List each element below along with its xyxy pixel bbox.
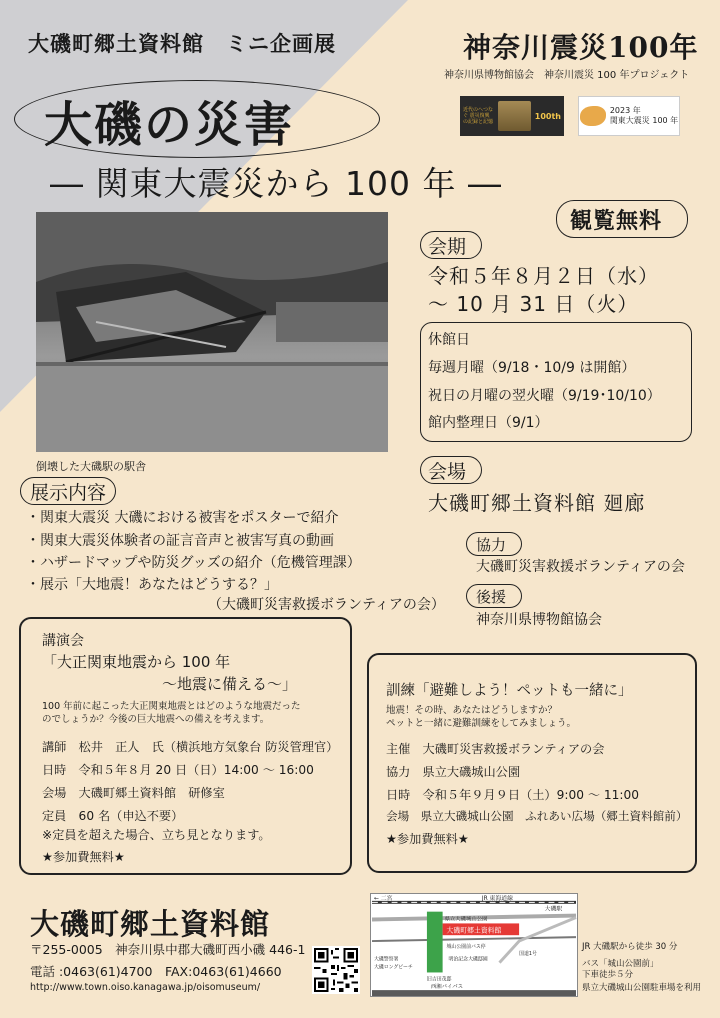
lecture-note: ※定員を超えた場合、立ち見となります。 (42, 828, 271, 842)
support-label: 後援 (476, 588, 507, 606)
page-title: 大磯の災害 (44, 97, 295, 153)
period-label: 会期 (428, 236, 467, 258)
period-end: ～ 10 月 31 日（火） (428, 292, 639, 316)
venue-label: 会場 (428, 461, 467, 483)
exhibit-item-credit: （大磯町災害救援ボランティアの会） (208, 597, 445, 613)
lecture-free: ★参加費無料★ (42, 850, 125, 864)
map-park-label: 県立大磯城山公園 (444, 916, 488, 923)
drill-organizer: 主催 大磯町災害救援ボランティアの会 (386, 742, 605, 756)
map-bypass-label: 西湘バイパス (430, 984, 464, 991)
exhibition-kicker: 大磯町郷土資料館 ミニ企画展 (28, 32, 336, 56)
collapsed-station-photo (36, 212, 388, 452)
closed-days-title: 休館日 (428, 332, 470, 348)
admission-free: 観覧無料 (570, 209, 663, 234)
drill-desc-2: ペットと一緒に避難訓練をしてみましょう。 (386, 718, 577, 729)
cooperation-value: 大磯町災害救援ボランティアの会 (476, 559, 685, 575)
museum-phone-fax: 電話 :0463(61)4700 FAX:0463(61)4660 (30, 964, 282, 979)
kanagawa-100-logo-text: 神奈川震災100年 (463, 31, 699, 64)
drill-venue: 会場 県立大磯城山公園 ふれあい広場（郷土資料館前） (386, 809, 688, 823)
orange-mark-icon (580, 106, 606, 126)
closed-day-item: 祝日の月曜の翌火曜（9/19･10/10） (428, 388, 661, 404)
access-info: 下車徒歩５分 (582, 970, 634, 980)
map-jr-label: JR 東海道線 (481, 895, 514, 902)
map-museum-label: 大磯町郷土資料館 (446, 926, 502, 935)
map-hotel-label: 明治記念大磯邸園 (448, 956, 488, 963)
drill-title: 訓練「避難しよう！ペットも一緒に」 (386, 683, 633, 699)
qr-code-icon[interactable] (312, 946, 360, 994)
building-icon (498, 101, 531, 131)
lecture-title-2: ～地震に備える～」 (162, 675, 298, 693)
drill-cooperation: 協力 県立大磯城山公園 (386, 765, 521, 779)
page-subtitle: ― 関東大震災から 100 年 ― (50, 164, 502, 203)
photo-caption: 倒壊した大磯駅の駅舎 (36, 460, 146, 473)
access-map (370, 893, 578, 997)
lecture-title-1: 「大正関東地震から 100 年 (42, 653, 231, 671)
drill-desc-1: 地震！その時、あなたはどうしますか？ (386, 705, 558, 716)
logo1-text: 近代のへつなぐ 震災復興の記録と記憶 (463, 107, 494, 125)
map-station-label: 大磯駅 (544, 906, 563, 913)
map-yoshida-label: 旧吉田茂邸 (426, 976, 452, 983)
map-ninomiya-label: ← 二宮 (373, 895, 393, 902)
logo2-text: 関東大震災 100 年 (609, 116, 679, 125)
map-police-label: 大磯警察署 (373, 956, 399, 963)
cooperation-label: 協力 (476, 536, 507, 554)
anniversary-logo-2 (578, 96, 680, 136)
museum-url[interactable]: http://www.town.oiso.kanagawa.jp/oisomuseum/ (30, 982, 261, 993)
map-route-label: 国道1号 (519, 950, 537, 957)
venue-value: 大磯町郷土資料館 廻廊 (428, 491, 646, 515)
lecture-datetime: 日時 令和５年８月 20 日（日）14:00 ～ 16:00 (42, 763, 314, 777)
lecture-desc-1: 100 年前に起こった大正関東地震とはどのような地震だった (42, 701, 301, 712)
exhibit-item: ・ハザードマップや防災グッズの紹介（危機管理課） (26, 555, 361, 571)
access-info: バス「城山公園前」 (582, 959, 659, 969)
exhibit-item: ・関東大震災 大磯における被害をポスターで紹介 (26, 510, 339, 526)
access-info: JR 大磯駅から徒歩 30 分 (582, 942, 678, 952)
lecture-venue: 会場 大磯町郷土資料館 研修室 (42, 786, 225, 800)
lecture-speaker: 講師 松井 正人 氏（横浜地方気象台 防災管理官） (42, 740, 339, 754)
support-value: 神奈川県博物館協会 (476, 612, 602, 628)
lecture-desc-2: のでしょうか？今後の巨大地震への備えを考えます。 (42, 714, 270, 725)
exhibit-label: 展示内容 (30, 482, 107, 504)
closed-day-item: 館内整理日（9/1） (428, 415, 549, 431)
museum-name: 大磯町郷土資料館 (30, 907, 271, 941)
lecture-capacity: 定員 60 名（申込不要） (42, 809, 184, 823)
access-info: 県立大磯城山公園駐車場を利用 (582, 983, 702, 993)
logo1-year: 100th (534, 111, 561, 121)
anniversary-logo-1 (460, 96, 564, 136)
map-bus-label: 城山公園前バス停 (446, 943, 486, 950)
logo2-year: 2023 年 (609, 106, 641, 116)
lecture-heading: 講演会 (42, 633, 84, 649)
map-longbeach-label: 大磯ロングビーチ (373, 964, 413, 971)
drill-datetime: 日時 令和５年９月９日（土）9:00 ～ 11:00 (386, 788, 640, 802)
kanagawa-100-subtitle: 神奈川県博物館協会 神奈川震災 100 年プロジェクト (444, 70, 690, 81)
period-start: 令和５年８月２日（水） (428, 264, 659, 288)
exhibit-item: ・関東大震災体験者の証言音声と被害写真の動画 (26, 533, 334, 549)
closed-day-item: 毎週月曜（9/18・10/9 は開館） (428, 360, 636, 376)
exhibit-item: ・展示「大地震！あなたはどうする？」 (26, 577, 278, 593)
drill-free: ★参加費無料★ (386, 832, 469, 846)
museum-address: 〒255-0005 神奈川県中郡大磯町西小磯 446-1 (30, 942, 306, 957)
